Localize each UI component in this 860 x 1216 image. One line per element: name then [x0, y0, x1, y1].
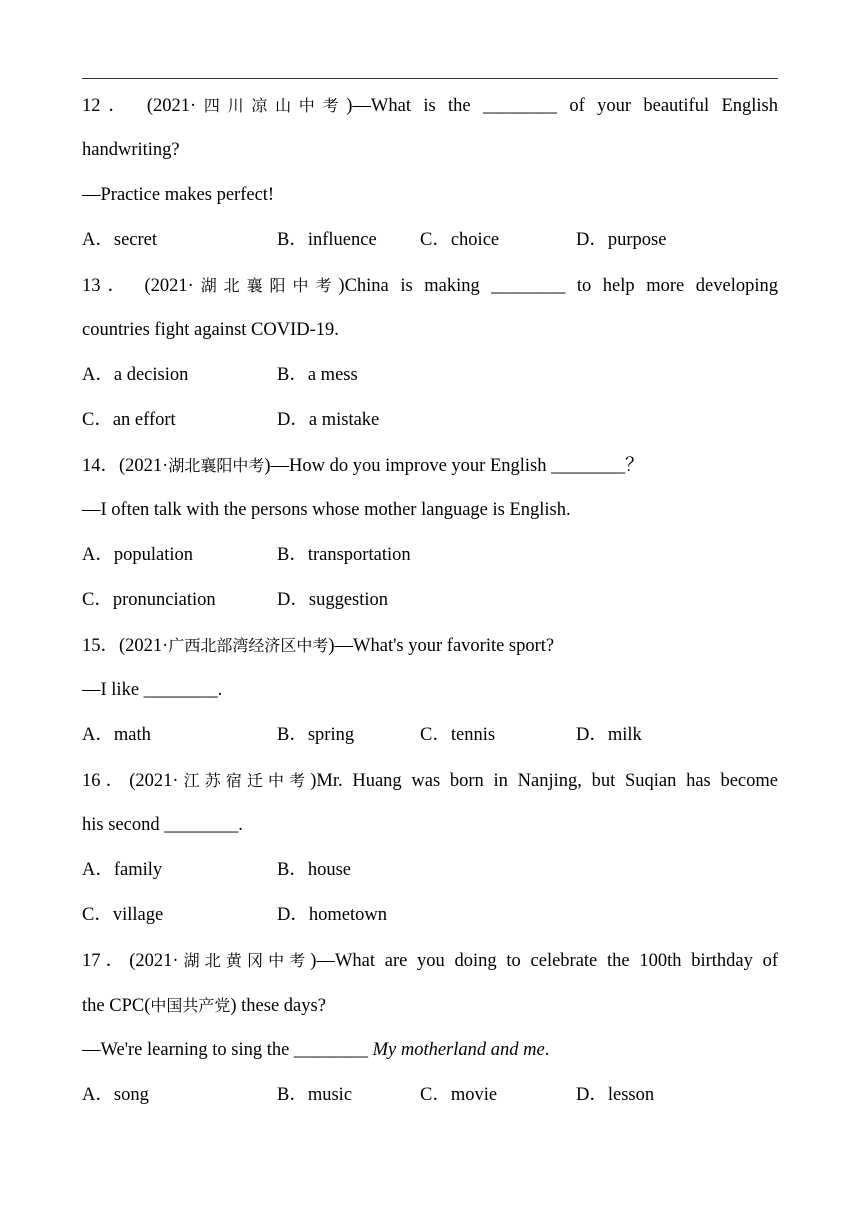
option-c[interactable]: [420, 713, 495, 758]
question-17-stem: [82, 938, 778, 983]
question-14-stem: [82, 443, 778, 488]
question-12-stem: [82, 83, 778, 128]
stem-text: —How do you improve your English ________？: [270, 456, 644, 476]
option-text: a mess: [307, 365, 358, 385]
option-a[interactable]: [82, 713, 151, 758]
option-c[interactable]: [420, 218, 499, 263]
option-letter: D．: [576, 230, 608, 250]
question-number: 15．: [82, 636, 120, 656]
option-text: a decision: [113, 365, 189, 385]
option-text: an effort: [112, 410, 176, 430]
source-close: ): [328, 636, 335, 656]
option-text: math: [113, 725, 151, 745]
option-text: transportation: [307, 545, 411, 565]
option-text: secret: [113, 230, 158, 250]
stem-text: —What are you doing to celebrate the 100th birthday of: [316, 951, 778, 971]
option-text: pronunciation: [112, 590, 216, 610]
question-12-options: [82, 218, 778, 263]
question-15-options: [82, 713, 778, 758]
option-letter: D．: [576, 1085, 608, 1105]
option-text: lesson: [607, 1085, 655, 1105]
source-place: 四川凉山中考: [196, 96, 347, 115]
question-12-reply: —Practice makes perfect!: [82, 185, 275, 205]
option-letter: B．: [277, 545, 308, 565]
option-d[interactable]: [576, 218, 666, 263]
source-close: ): [264, 456, 271, 476]
option-b[interactable]: [277, 353, 358, 398]
option-letter: C．: [420, 725, 451, 745]
option-text: hometown: [308, 905, 387, 925]
option-letter: B．: [277, 1085, 308, 1105]
option-text: choice: [450, 230, 500, 250]
question-number: 13．: [82, 276, 133, 296]
option-a[interactable]: [82, 218, 157, 263]
source-close: ): [346, 96, 353, 116]
option-text: a mistake: [308, 410, 380, 430]
source-place: 江苏宿迁中考: [178, 771, 311, 790]
source-open: (2021·: [129, 771, 179, 791]
stem-text: the CPC(: [82, 996, 151, 1016]
option-a[interactable]: [82, 1073, 149, 1118]
option-letter: C．: [420, 1085, 451, 1105]
question-number: 12．: [82, 96, 135, 116]
option-letter: D．: [576, 725, 608, 745]
question-17-reply: [82, 1028, 778, 1073]
source-place: 广西北部湾经济区中考: [168, 636, 329, 655]
option-text: movie: [450, 1085, 498, 1105]
option-b[interactable]: [277, 1073, 352, 1118]
option-letter: A．: [82, 1085, 114, 1105]
option-letter: B．: [277, 365, 308, 385]
stem-text: —What's your favorite sport?: [334, 636, 555, 656]
option-letter: C．: [420, 230, 451, 250]
question-14-options-row1: [82, 533, 778, 578]
stem-text: —What is the ________ of your beautiful English: [352, 96, 778, 116]
question-13-stem-cont: countries fight against COVID-19.: [82, 320, 339, 340]
question-12-stem-cont: handwriting?: [82, 140, 180, 160]
source-close: ): [338, 276, 345, 296]
question-17-options: [82, 1073, 778, 1118]
source-place: 湖北襄阳中考: [193, 276, 339, 295]
option-text: song: [113, 1085, 149, 1105]
option-letter: D．: [277, 590, 309, 610]
option-d[interactable]: [277, 398, 379, 443]
option-b[interactable]: [277, 533, 411, 578]
question-13-options-row2: [82, 398, 778, 443]
source-open: (2021·: [129, 951, 179, 971]
option-letter: B．: [277, 860, 308, 880]
song-title: My motherland and me: [372, 1040, 545, 1060]
reply-text: —We're learning to sing the ________: [82, 1040, 373, 1060]
source-open: (2021·: [144, 276, 194, 296]
source-open: (2021·: [119, 636, 169, 656]
question-15-stem: [82, 623, 778, 668]
option-letter: A．: [82, 725, 114, 745]
question-13-stem: [82, 263, 778, 308]
option-letter: A．: [82, 545, 114, 565]
question-13-options-row1: [82, 353, 778, 398]
option-text: purpose: [607, 230, 667, 250]
option-b[interactable]: [277, 848, 351, 893]
option-letter: A．: [82, 230, 114, 250]
option-a[interactable]: [82, 533, 193, 578]
option-text: population: [113, 545, 194, 565]
question-14-options-row2: [82, 578, 778, 623]
question-16-options-row2: [82, 893, 778, 938]
option-d[interactable]: [576, 1073, 654, 1118]
stem-text: China is making ________ to help more developing: [344, 276, 778, 296]
source-close: ): [310, 951, 317, 971]
option-text: milk: [607, 725, 642, 745]
source-open: (2021·: [119, 456, 169, 476]
option-d[interactable]: [277, 578, 388, 623]
option-letter: C．: [82, 590, 113, 610]
source-place: 湖北黄冈中考: [178, 951, 311, 970]
option-text: spring: [307, 725, 355, 745]
option-text: suggestion: [308, 590, 389, 610]
option-b[interactable]: [277, 218, 377, 263]
option-text: house: [307, 860, 352, 880]
option-text: family: [113, 860, 163, 880]
option-text: music: [307, 1085, 353, 1105]
option-letter: C．: [82, 410, 113, 430]
stem-text: Mr. Huang was born in Nanjing, but Suqian has become: [316, 771, 778, 791]
question-number: 14．: [82, 456, 120, 476]
header-rule: [82, 78, 778, 79]
stem-chinese-note: 中国共产党: [150, 996, 231, 1015]
option-c[interactable]: [82, 398, 176, 443]
source-place: 湖北襄阳中考: [168, 456, 265, 475]
option-letter: D．: [277, 410, 309, 430]
source-open: (2021·: [146, 96, 197, 116]
question-17-stem-cont: [82, 983, 778, 1028]
option-c[interactable]: [82, 578, 216, 623]
option-a[interactable]: [82, 353, 188, 398]
option-text: tennis: [450, 725, 496, 745]
option-letter: C．: [82, 905, 113, 925]
question-16-stem-cont: his second ________.: [82, 815, 243, 835]
option-letter: B．: [277, 725, 308, 745]
source-close: ): [310, 771, 317, 791]
option-d[interactable]: [576, 713, 642, 758]
stem-text: ) these days?: [230, 996, 326, 1016]
question-number: 17．: [82, 951, 130, 971]
question-15-reply: —I like ________.: [82, 680, 223, 700]
option-c[interactable]: [82, 893, 163, 938]
question-16-stem: [82, 758, 778, 803]
option-c[interactable]: [420, 1073, 497, 1118]
option-b[interactable]: [277, 713, 354, 758]
question-list: [82, 83, 778, 1118]
option-letter: A．: [82, 365, 114, 385]
option-text: influence: [307, 230, 377, 250]
option-d[interactable]: [277, 893, 387, 938]
option-letter: A．: [82, 860, 114, 880]
option-text: village: [112, 905, 164, 925]
reply-text: .: [544, 1040, 550, 1060]
question-14-reply: —I often talk with the persons whose mother language is English.: [82, 500, 571, 520]
option-letter: B．: [277, 230, 308, 250]
option-a[interactable]: [82, 848, 162, 893]
option-letter: D．: [277, 905, 309, 925]
question-number: 16．: [82, 771, 130, 791]
question-16-options-row1: [82, 848, 778, 893]
